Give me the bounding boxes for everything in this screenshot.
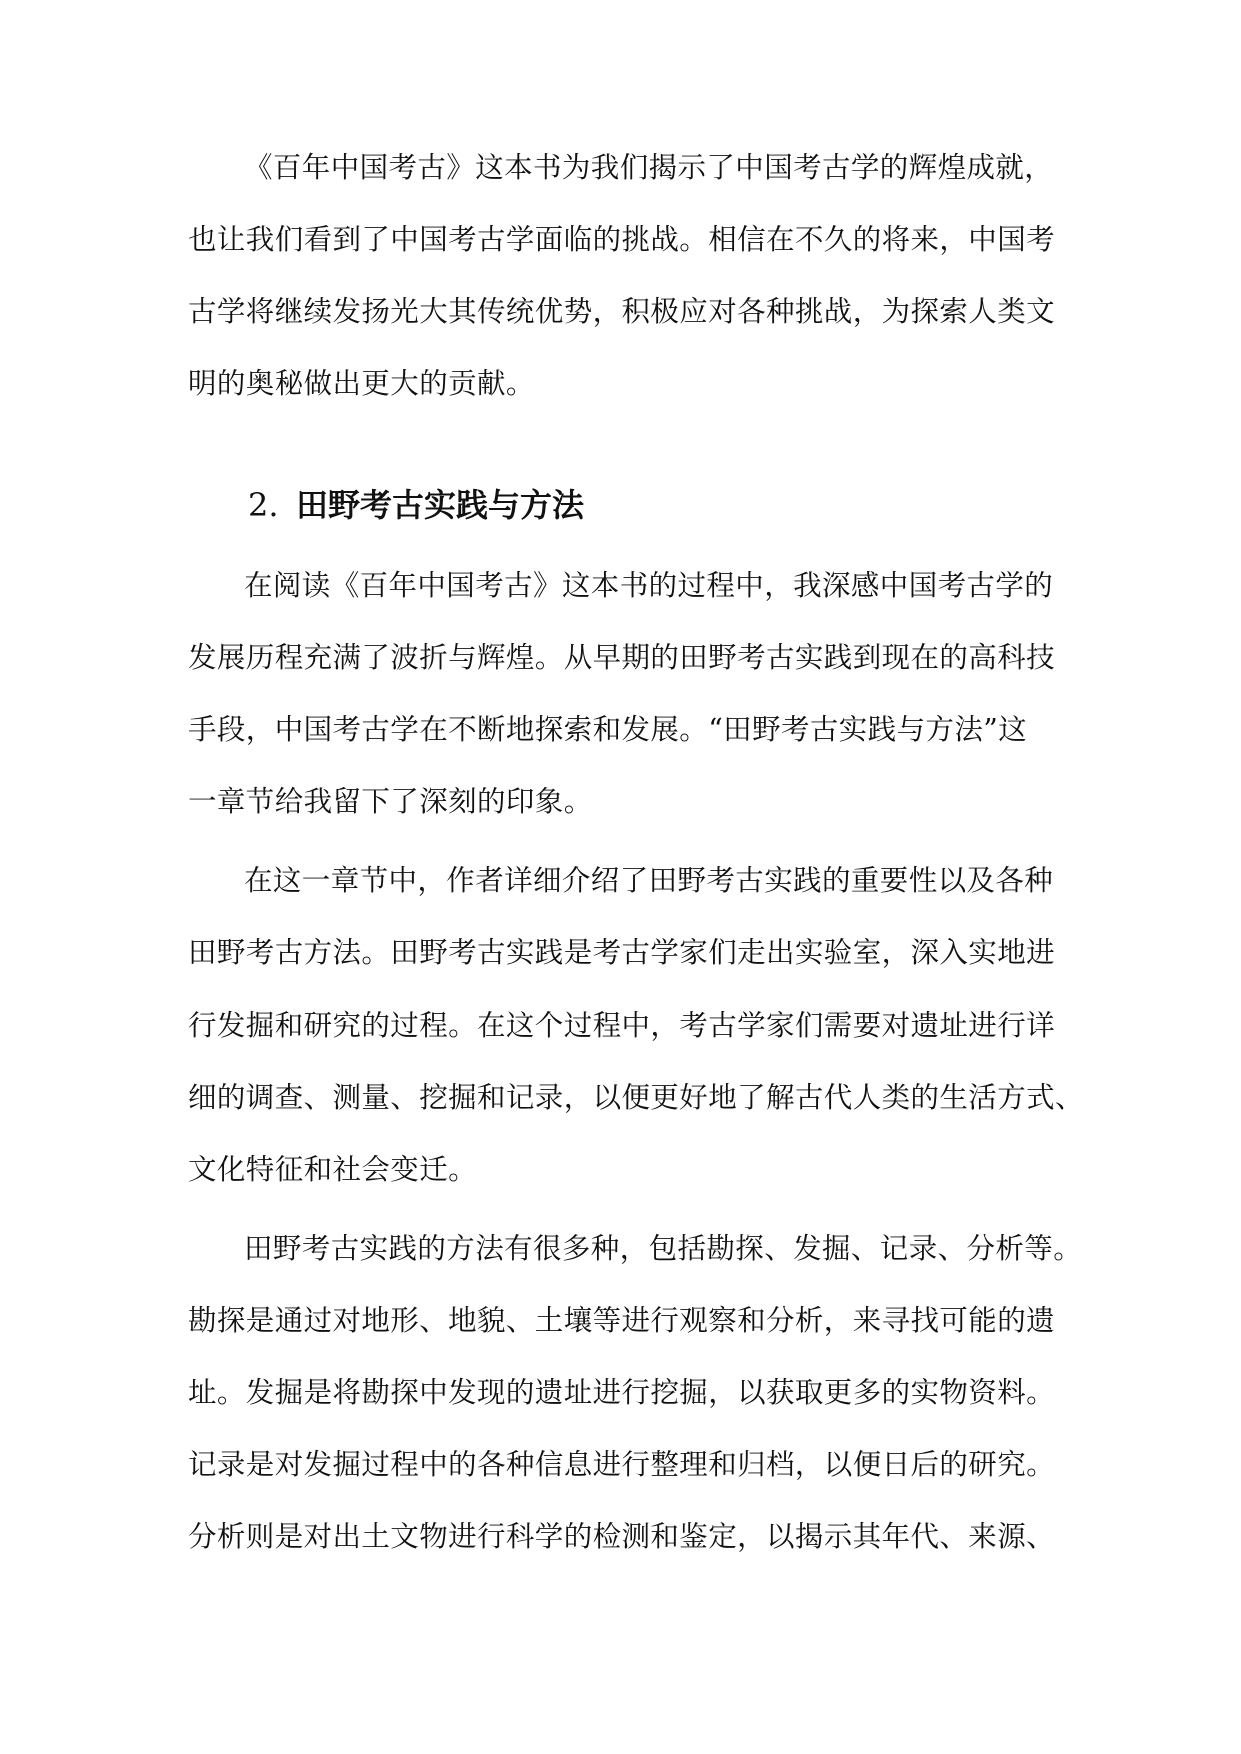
paragraph-1-line-3: 古学将继续发扬光大其传统优势，积极应对各种挑战，为探索人类文: [188, 295, 1056, 328]
paragraph-2-line-3: 手段，中国考古学在不断地探索和发展。“田野考古实践与方法”这: [188, 713, 1028, 746]
paragraph-4-line-2: 勘探是通过对地形、地貌、土壤等进行观察和分析，来寻找可能的遗: [188, 1304, 1056, 1337]
paragraph-4-line-1: 田野考古实践的方法有很多种，包括勘探、发掘、记录、分析等。: [244, 1232, 1083, 1265]
paragraph-4-line-5: 分析则是对出土文物进行科学的检测和鉴定，以揭示其年代、来源、: [188, 1520, 1056, 1553]
paragraph-2-line-1: 在阅读《百年中国考古》这本书的过程中，我深感中国考古学的: [244, 569, 1054, 602]
paragraph-3-line-3: 行发掘和研究的过程。在这个过程中，考古学家们需要对遗址进行详: [188, 1009, 1056, 1042]
paragraph-3-line-5: 文化特征和社会变迁。: [188, 1153, 478, 1186]
section-heading: [248, 483, 584, 527]
paragraph-2-line-2: 发展历程充满了波折与辉煌。从早期的田野考古实践到现在的高科技: [188, 641, 1056, 674]
paragraph-1-line-2: 也让我们看到了中国考古学面临的挑战。相信在不久的将来，中国考: [188, 223, 1056, 256]
paragraph-3-line-4: 细的调查、测量、挖掘和记录，以便更好地了解古代人类的生活方式、: [188, 1081, 1084, 1114]
paragraph-1-line-4: 明的奥秘做出更大的贡献。: [188, 367, 535, 400]
paragraph-2-line-4: 一章节给我留下了深刻的印象。: [188, 785, 593, 818]
paragraph-4-line-3: 址。发掘是将勘探中发现的遗址进行挖掘，以获取更多的实物资料。: [188, 1376, 1056, 1409]
section-number: 2.: [248, 486, 279, 524]
paragraph-4-line-4: 记录是对发掘过程中的各种信息进行整理和归档，以便日后的研究。: [188, 1448, 1056, 1481]
paragraph-3-line-1: 在这一章节中，作者详细介绍了田野考古实践的重要性以及各种: [244, 864, 1054, 897]
section-title: 田野考古实践与方法: [296, 486, 585, 524]
paragraph-1-line-1: 《百年中国考古》这本书为我们揭示了中国考古学的辉煌成就，: [244, 151, 1054, 184]
paragraph-3-line-2: 田野考古方法。田野考古实践是考古学家们走出实验室，深入实地进: [188, 936, 1056, 969]
